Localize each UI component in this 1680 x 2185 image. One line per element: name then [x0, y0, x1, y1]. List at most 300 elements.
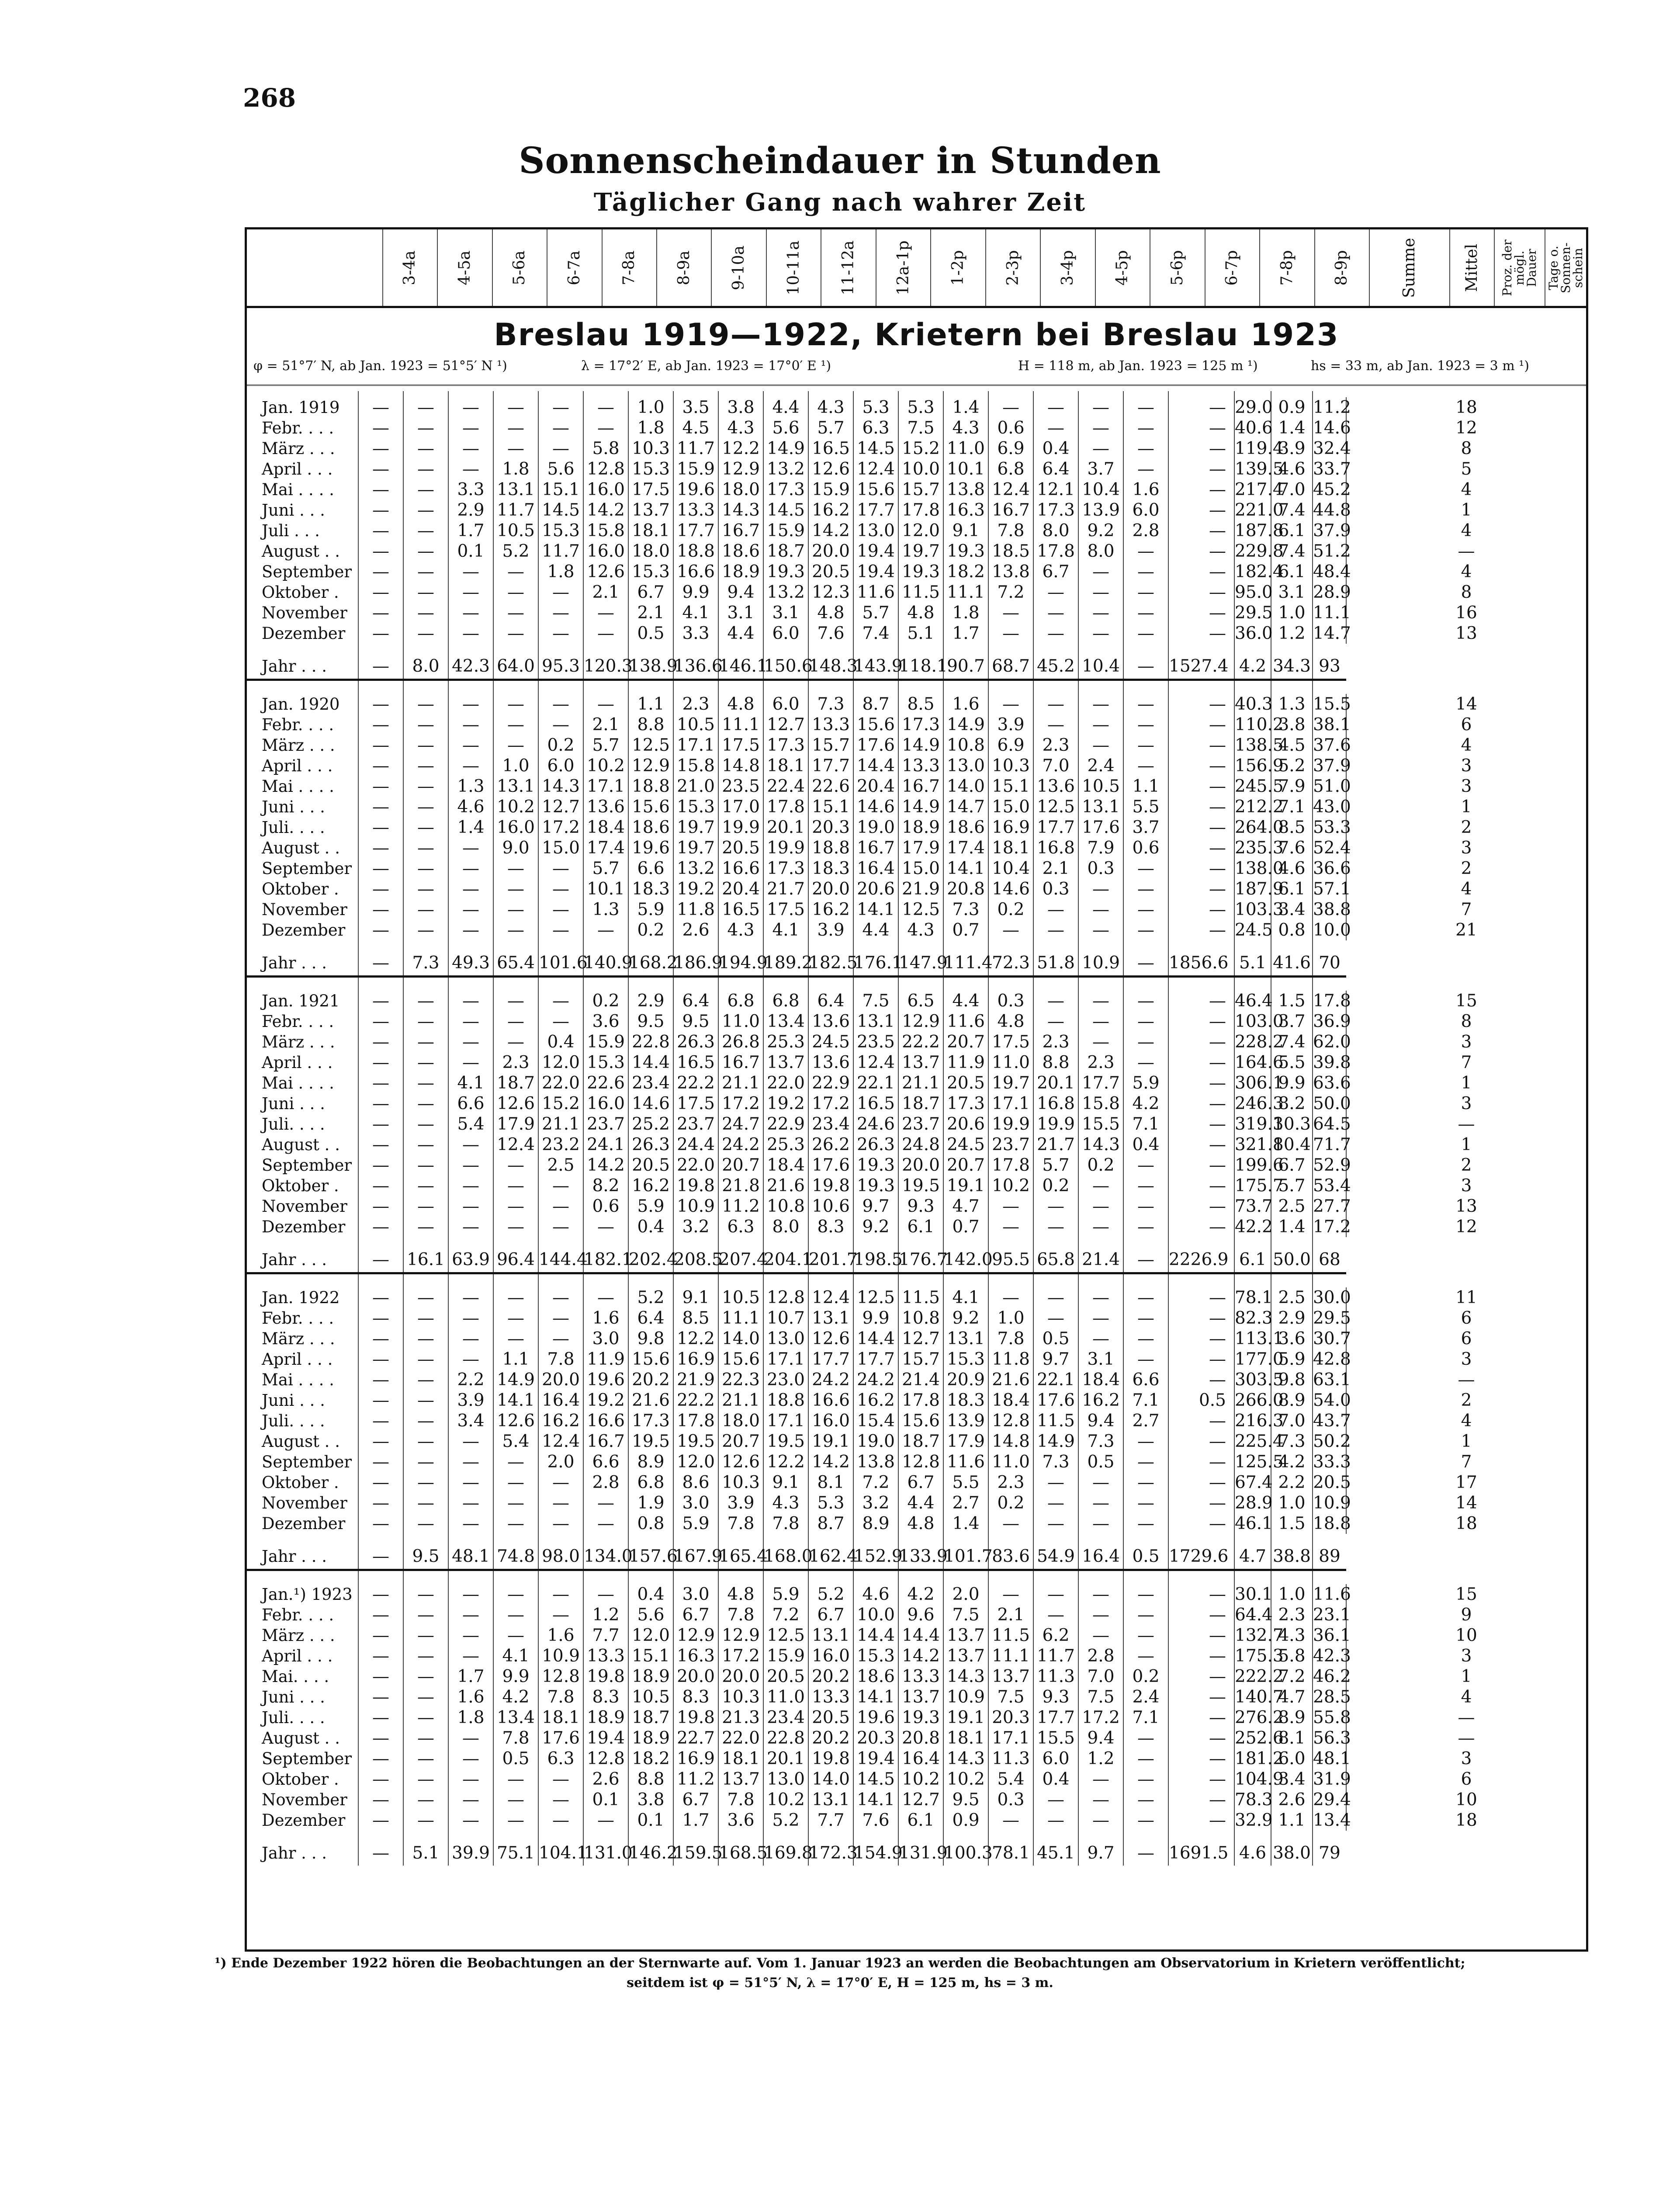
table-cell: 4.8 [898, 603, 943, 623]
table-cell: — [448, 1584, 493, 1605]
table-cell: — [1123, 623, 1168, 644]
table-cell: 264.0 [1235, 818, 1284, 837]
table-cell: 8.7 [808, 1513, 853, 1534]
table-cell: — [1078, 1308, 1123, 1328]
table-cell: 13.2 [763, 582, 808, 603]
table-cell: — [1078, 582, 1123, 603]
table-cell: 18.3 [628, 879, 673, 899]
table-cell: 19.2 [763, 1093, 808, 1114]
column-header-label: 8-9a [675, 250, 693, 285]
table-cell: 22.6 [583, 1073, 628, 1093]
table-cell: 111.4 [943, 951, 988, 977]
row-label: Febr. . . . [262, 419, 334, 437]
table-cell: 221.0 [1235, 500, 1284, 520]
table-cell: — [1168, 1308, 1234, 1328]
table-cell: 20.5 [1313, 1473, 1351, 1492]
table-cell: — [358, 920, 403, 940]
table-cell: — [358, 1728, 403, 1748]
table-cell: 3.8 [718, 397, 763, 418]
table-cell: 19.3 [763, 562, 808, 582]
table-cell: 22.2 [673, 1390, 718, 1411]
table-cell: 13.8 [853, 1452, 898, 1472]
table-cell: 162.4 [808, 1544, 853, 1570]
table-cell: — [538, 714, 583, 735]
table-cell: — [448, 1769, 493, 1790]
table-cell: 6.8 [763, 991, 808, 1011]
table-cell: 19.3 [898, 1707, 943, 1728]
row-label: Jahr . . . [262, 1547, 327, 1566]
table-cell: — [493, 1196, 538, 1217]
table-cell: 17.2 [718, 1093, 763, 1114]
table-cell: 8.9 [1271, 1707, 1313, 1728]
month-row [247, 714, 1586, 735]
table-cell: — [1033, 991, 1078, 1011]
table-cell: 4.6 [853, 1584, 898, 1605]
table-cell: 8.0 [763, 1217, 808, 1237]
table-cell: 0.7 [943, 1217, 988, 1237]
table-cell: — [1168, 1748, 1234, 1769]
table-cell: 18.4 [763, 1155, 808, 1176]
row-label: November [262, 1494, 347, 1512]
table-cell: 11.7 [493, 500, 538, 520]
table-cell: 1.6 [448, 1687, 493, 1707]
table-cell: 15 [1346, 1584, 1586, 1605]
table-cell: 24.5 [808, 1032, 853, 1052]
table-cell: — [988, 1513, 1033, 1534]
table-cell: — [1168, 1176, 1234, 1196]
table-cell: 9.7 [1078, 1841, 1123, 1866]
table-cell: 212.2 [1235, 797, 1284, 817]
table-cell: 19.7 [898, 541, 943, 562]
table-cell: 13.6 [583, 797, 628, 817]
month-row [247, 756, 1586, 776]
table-cell: 11.9 [943, 1052, 988, 1073]
year-total-row [247, 1841, 1586, 1866]
table-cell: — [1033, 1605, 1078, 1625]
column-header-cell [602, 229, 657, 306]
table-cell: 10.9 [1078, 951, 1123, 977]
table-cell: 53.4 [1313, 1176, 1351, 1196]
table-cell: — [988, 603, 1033, 623]
table-cell: — [493, 1472, 538, 1493]
table-cell: — [493, 397, 538, 418]
table-cell: — [1078, 735, 1123, 756]
table-cell: 9.5 [628, 1011, 673, 1032]
table-cell: 30.7 [1313, 1329, 1351, 1349]
table-cell: 6.7 [808, 1605, 853, 1625]
table-cell: 0.6 [583, 1196, 628, 1217]
table-cell: — [358, 1308, 403, 1328]
table-cell: 4.7 [1234, 1544, 1271, 1570]
table-cell: 11.6 [943, 1452, 988, 1472]
row-label: November [262, 1197, 347, 1216]
table-cell: 10.9 [538, 1646, 583, 1666]
table-cell: 18.7 [493, 1073, 538, 1093]
table-cell: — [358, 1196, 403, 1217]
table-cell: — [1168, 438, 1234, 459]
table-cell: — [1168, 991, 1234, 1011]
row-label: Juni . . . [262, 1688, 325, 1706]
table-cell: 21.4 [1078, 1248, 1123, 1273]
table-cell: 1527.4 [1168, 654, 1234, 680]
table-cell: 1.0 [1271, 1493, 1313, 1513]
table-cell: — [1123, 1748, 1168, 1769]
table-cell: — [583, 694, 628, 714]
table-cell: — [403, 1666, 448, 1687]
table-cell: 1.3 [583, 899, 628, 920]
table-cell: 11.6 [943, 1011, 988, 1032]
table-cell: — [1123, 735, 1168, 756]
table-cell: 0.5 [1123, 1544, 1168, 1570]
table-cell: 187.9 [1235, 879, 1284, 899]
table-cell: 29.4 [1313, 1790, 1351, 1810]
table-cell: 6.7 [673, 1605, 718, 1625]
table-cell: 36.9 [1313, 1012, 1351, 1031]
table-cell: 22.2 [898, 1032, 943, 1052]
table-cell: 0.6 [1123, 838, 1168, 858]
table-cell: 19.8 [673, 1176, 718, 1196]
table-cell: 3.7 [1078, 459, 1123, 479]
table-cell: 7.5 [1078, 1687, 1123, 1707]
table-cell: 51.2 [1313, 541, 1351, 561]
table-cell: 16.9 [673, 1748, 718, 1769]
table-cell: — [358, 1707, 403, 1728]
table-cell: — [1168, 520, 1234, 541]
table-cell: 14.7 [1313, 624, 1351, 643]
table-cell: — [1123, 1308, 1168, 1328]
table-cell: — [1123, 1431, 1168, 1452]
table-cell: — [358, 1769, 403, 1790]
column-header-label: 5-6a [510, 250, 529, 285]
table-cell: 12.0 [538, 1052, 583, 1073]
table-cell: — [1123, 1493, 1168, 1513]
table-cell: 20.0 [538, 1370, 583, 1390]
row-label: Juli . . . [262, 521, 320, 540]
table-cell: 18 [1346, 397, 1586, 418]
table-cell: 3 [1346, 1748, 1586, 1769]
table-cell: 16.7 [583, 1431, 628, 1452]
table-cell: 6.4 [673, 991, 718, 1011]
table-cell: — [1033, 714, 1078, 735]
table-cell: 2.0 [943, 1584, 988, 1605]
table-cell: 41.6 [1271, 951, 1313, 977]
table-cell: 4.8 [808, 603, 853, 623]
table-cell: 20.3 [853, 1728, 898, 1748]
table-cell: — [493, 1513, 538, 1534]
table-cell: — [1078, 1513, 1123, 1534]
table-cell: — [358, 1790, 403, 1810]
table-cell: 29.5 [1313, 1308, 1351, 1328]
table-cell: — [1078, 623, 1123, 644]
table-cell: 13.0 [943, 756, 988, 776]
table-cell: 4.6 [448, 797, 493, 817]
table-cell: 18.1 [718, 1748, 763, 1769]
table-cell: 10.5 [628, 1687, 673, 1707]
table-cell: — [448, 1605, 493, 1625]
table-cell: 7 [1346, 899, 1586, 920]
table-cell: 13.7 [898, 1052, 943, 1073]
table-cell: 36.0 [1235, 624, 1273, 643]
table-cell: — [1033, 397, 1078, 418]
table-cell: — [493, 582, 538, 603]
table-cell: 10.3 [1271, 1114, 1313, 1134]
table-cell: 0.6 [988, 418, 1033, 438]
table-cell: — [1168, 1032, 1234, 1052]
table-cell: 8.9 [853, 1513, 898, 1534]
table-cell: — [403, 479, 448, 500]
table-cell: 138.5 [1235, 735, 1284, 755]
table-cell: — [1123, 1196, 1168, 1217]
table-cell: 7.1 [1123, 1114, 1168, 1134]
table-cell: 32.4 [1313, 439, 1351, 458]
row-label: April . . . [262, 1647, 333, 1665]
table-cell: 3.6 [1271, 1328, 1313, 1349]
table-cell: 10.1 [583, 879, 628, 899]
table-cell: 2.8 [583, 1472, 628, 1493]
table-cell: 6.4 [628, 1308, 673, 1328]
table-cell: 4 [1346, 735, 1586, 756]
row-label: Juni . . . [262, 1391, 325, 1410]
table-cell: 168.2 [628, 951, 673, 977]
table-cell: 7.8 [718, 1513, 763, 1534]
table-cell: 17.7 [1078, 1073, 1123, 1093]
column-header-cell [1095, 229, 1150, 306]
table-cell: 16.5 [718, 899, 763, 920]
table-cell: 17.2 [718, 1646, 763, 1666]
table-cell: 12.9 [898, 1011, 943, 1032]
table-cell: 13.0 [853, 520, 898, 541]
table-cell: 18.6 [853, 1666, 898, 1687]
table-cell: 7.0 [1078, 1666, 1123, 1687]
table-cell: 16.0 [808, 1646, 853, 1666]
table-cell: — [538, 1790, 583, 1810]
table-cell: 18.1 [943, 1728, 988, 1748]
table-cell: 4.3 [898, 920, 943, 940]
table-cell: — [403, 879, 448, 899]
table-cell: — [538, 1011, 583, 1032]
table-cell: 12.7 [898, 1328, 943, 1349]
table-cell: 26.3 [853, 1134, 898, 1155]
table-cell: 18.0 [718, 1411, 763, 1431]
table-cell: — [583, 1584, 628, 1605]
table-cell: — [403, 920, 448, 940]
table-cell: — [358, 817, 403, 838]
table-cell: 12.4 [493, 1134, 538, 1155]
table-cell: — [493, 438, 538, 459]
table-cell: 4.8 [718, 1584, 763, 1605]
month-row [247, 694, 1586, 714]
table-cell: 3.5 [673, 397, 718, 418]
table-cell: 228.2 [1235, 1032, 1284, 1052]
table-cell: 24.5 [943, 1134, 988, 1155]
month-row [247, 520, 1586, 541]
table-cell: 14.9 [898, 797, 943, 817]
table-cell: — [538, 603, 583, 623]
row-label: September [262, 1156, 352, 1175]
month-row [247, 1605, 1586, 1625]
table-cell: 5.4 [988, 1769, 1033, 1790]
table-cell: — [538, 418, 583, 438]
table-cell: 18.5 [988, 541, 1033, 562]
table-cell: 17.8 [898, 1390, 943, 1411]
table-cell: — [1033, 1217, 1078, 1237]
table-cell: — [403, 1431, 448, 1452]
table-cell: 202.4 [628, 1248, 673, 1273]
table-cell: 12.3 [808, 582, 853, 603]
table-cell: — [448, 1052, 493, 1073]
table-cell: 13.2 [673, 858, 718, 879]
table-cell: — [448, 1472, 493, 1493]
table-cell: 17.5 [763, 899, 808, 920]
table-cell: 16.9 [673, 1349, 718, 1370]
table-cell: 14.9 [943, 714, 988, 735]
table-cell: 46.4 [1235, 991, 1273, 1011]
table-cell: 7.1 [1123, 1707, 1168, 1728]
table-cell: 24.5 [1235, 920, 1273, 940]
table-cell: 15.0 [988, 797, 1033, 817]
table-cell: 22.9 [763, 1114, 808, 1134]
table-cell: 4.8 [718, 694, 763, 714]
table-cell: — [1078, 1493, 1123, 1513]
table-cell: 17.1 [988, 1728, 1033, 1748]
table-cell: 5 [1346, 459, 1586, 479]
table-cell: 10.0 [853, 1605, 898, 1625]
table-cell: 4.3 [718, 920, 763, 940]
table-cell: 17.6 [1078, 817, 1123, 838]
table-cell: — [538, 920, 583, 940]
table-cell: 10.9 [1313, 1493, 1351, 1513]
table-cell: 19.1 [943, 1707, 988, 1728]
table-cell: 20.8 [898, 1728, 943, 1748]
table-cell: 42.3 [1313, 1646, 1351, 1666]
table-cell: 37.6 [1313, 735, 1351, 755]
table-cell: 9.8 [628, 1328, 673, 1349]
table-cell: — [493, 1493, 538, 1513]
table-cell: 54.9 [1033, 1544, 1078, 1570]
table-cell: 0.2 [628, 920, 673, 940]
table-cell: 1691.5 [1168, 1841, 1234, 1866]
table-cell: — [448, 838, 493, 858]
table-cell: 50.0 [1313, 1094, 1351, 1113]
table-cell: 6.0 [1271, 1748, 1313, 1769]
table-cell: 30.0 [1313, 1288, 1351, 1308]
table-cell: 17.8 [1313, 991, 1351, 1011]
month-row [247, 459, 1586, 479]
table-cell: 29.5 [1235, 603, 1273, 623]
row-label: März . . . [262, 1626, 335, 1645]
table-cell: 7.3 [943, 899, 988, 920]
table-cell: 20.2 [628, 1370, 673, 1390]
table-cell: 147.9 [898, 951, 943, 977]
table-cell: 14.3 [1078, 1134, 1123, 1155]
table-cell: 7.8 [493, 1728, 538, 1748]
table-cell: 18.7 [763, 541, 808, 562]
table-cell: 148.3 [808, 654, 853, 680]
table-cell: 17.9 [943, 1431, 988, 1452]
table-cell: — [358, 1155, 403, 1176]
table-cell: — [358, 1390, 403, 1411]
table-cell: — [448, 623, 493, 644]
table-cell: — [1168, 562, 1234, 582]
table-cell: — [358, 991, 403, 1011]
table-cell: — [448, 1431, 493, 1452]
table-cell: — [538, 1810, 583, 1831]
table-cell: 10.5 [673, 714, 718, 735]
table-cell: 0.3 [1078, 858, 1123, 879]
table-cell: — [1078, 438, 1123, 459]
table-cell: — [358, 1328, 403, 1349]
table-cell: 4 [1346, 1687, 1586, 1707]
table-cell: 4.6 [1271, 459, 1313, 479]
table-cell: — [358, 562, 403, 582]
table-cell: — [448, 1349, 493, 1370]
row-label: September [262, 859, 352, 878]
table-cell: — [583, 603, 628, 623]
table-cell: 9.2 [853, 1217, 898, 1237]
table-cell: 95.3 [538, 654, 583, 680]
longitude-note: λ = 17°2′ E, ab Jan. 1923 = 17°0′ E ¹) [581, 358, 831, 374]
table-cell: 6.1 [1271, 520, 1313, 541]
table-cell: 14.2 [898, 1646, 943, 1666]
table-cell: — [1168, 1687, 1234, 1707]
table-cell: — [403, 1605, 448, 1625]
table-cell: — [1078, 397, 1123, 418]
table-cell: 1.4 [943, 397, 988, 418]
table-cell: 42.8 [1313, 1349, 1351, 1369]
table-cell: 14.1 [943, 858, 988, 879]
column-header-cell [657, 229, 711, 306]
column-header-cell [1040, 229, 1095, 306]
table-cell: — [358, 1411, 403, 1431]
table-cell: 17.2 [538, 817, 583, 838]
table-cell: 9.2 [943, 1308, 988, 1328]
table-cell: 14.5 [538, 500, 583, 520]
table-cell: 17.3 [763, 858, 808, 879]
table-cell: 12.9 [718, 459, 763, 479]
table-cell: 12.7 [538, 797, 583, 817]
table-cell: — [448, 1810, 493, 1831]
column-header-label: 3-4a [401, 250, 419, 285]
row-label: August . . [262, 1729, 340, 1748]
table-cell: — [1078, 1625, 1123, 1646]
table-cell: — [1033, 899, 1078, 920]
table-cell: 15.1 [628, 1646, 673, 1666]
table-cell: 5.7 [1271, 1176, 1313, 1196]
table-cell: 5.4 [448, 1114, 493, 1134]
table-cell: 7.6 [853, 1810, 898, 1831]
table-cell: — [403, 1584, 448, 1605]
table-cell: 3 [1346, 756, 1586, 776]
table-cell: 15.0 [898, 858, 943, 879]
table-cell: 9.9 [673, 582, 718, 603]
table-cell: — [358, 1176, 403, 1196]
table-cell: 18.6 [628, 817, 673, 838]
table-cell: 19.2 [583, 1390, 628, 1411]
table-cell: 2226.9 [1168, 1248, 1234, 1273]
table-cell: 4 [1346, 879, 1586, 899]
table-cell: 303.5 [1235, 1370, 1284, 1390]
table-cell: 16 [1346, 603, 1586, 623]
month-row [247, 1472, 1586, 1493]
table-cell: — [1168, 1728, 1234, 1748]
instrument-height-note: hs = 33 m, ab Jan. 1923 = 3 m ¹) [1311, 358, 1529, 374]
table-cell: 25.3 [763, 1032, 808, 1052]
table-cell: 20.3 [988, 1707, 1033, 1728]
table-cell: 15.3 [943, 1349, 988, 1370]
table-cell: 20.7 [718, 1155, 763, 1176]
table-cell: 12.8 [538, 1666, 583, 1687]
table-cell: 18 [1346, 1513, 1586, 1534]
